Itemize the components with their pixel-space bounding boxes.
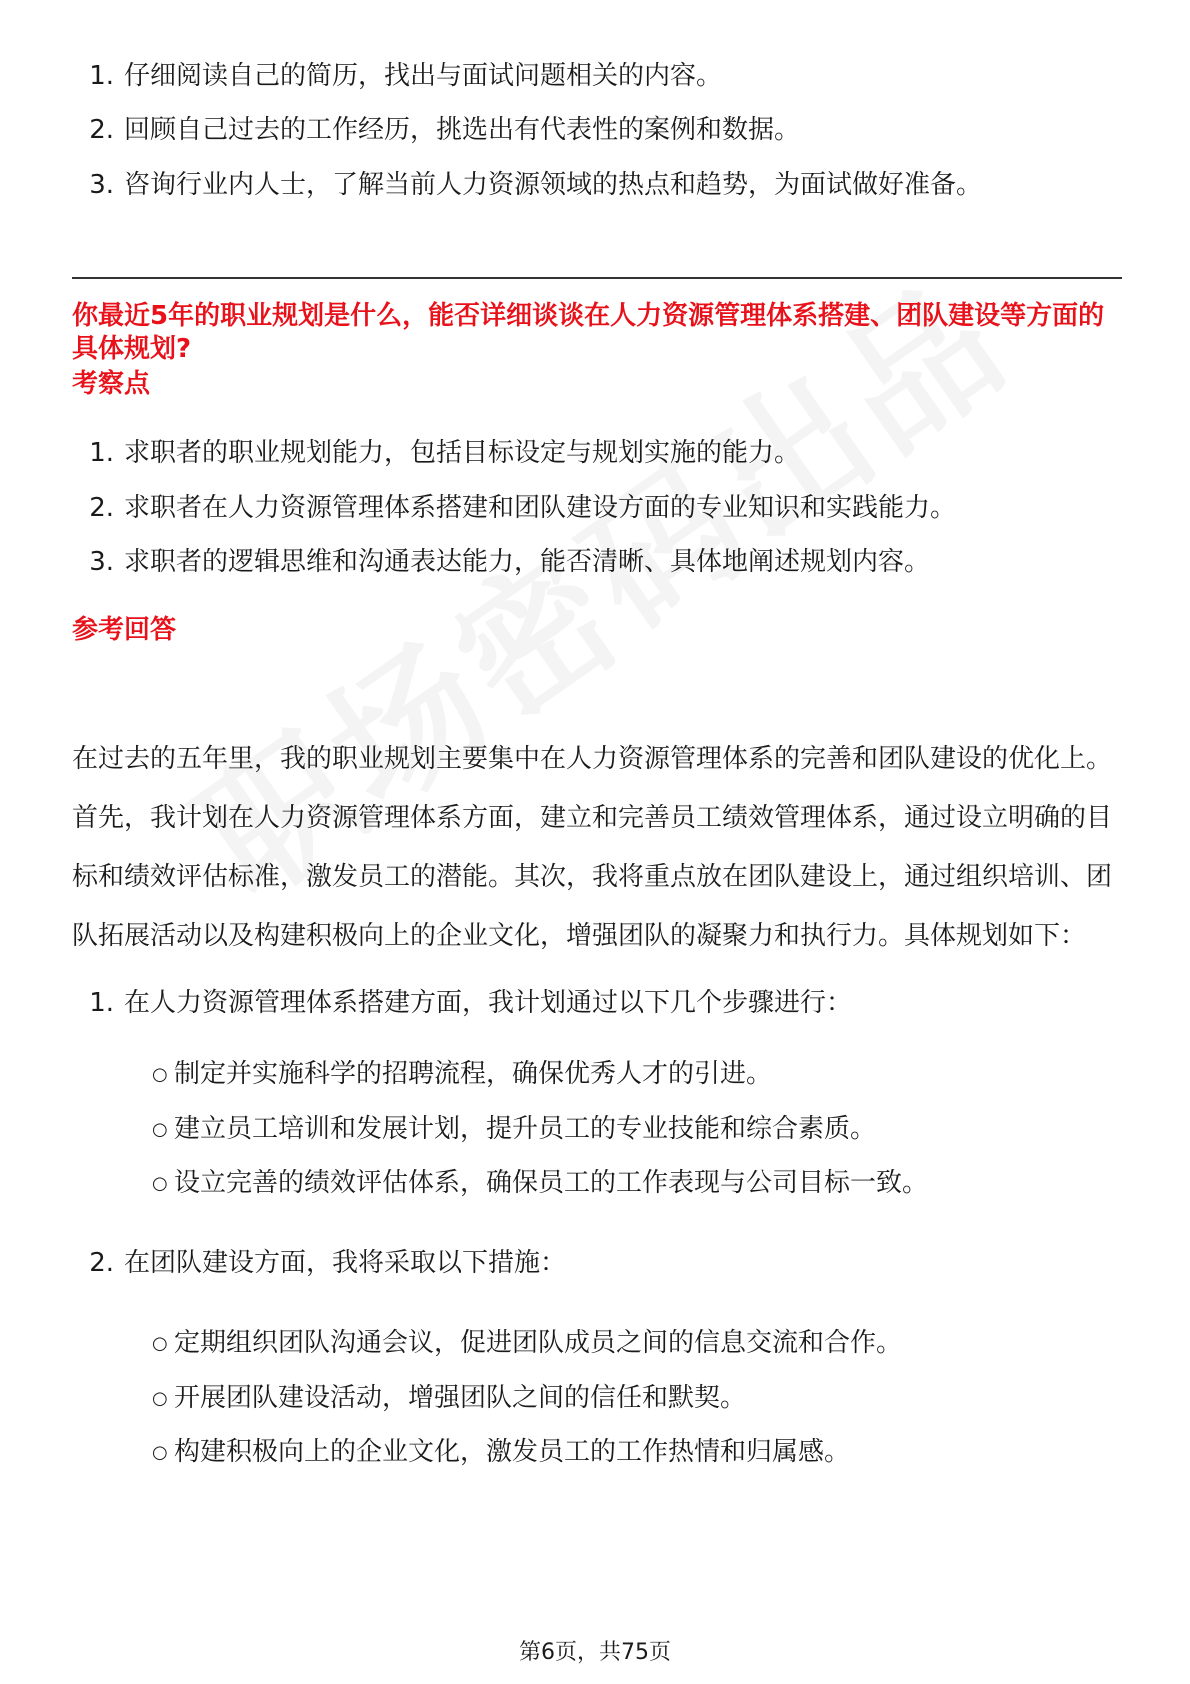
question-heading: 你最近5年的职业规划是什么，能否详细谈谈在人力资源管理体系搭建、团队建设等方面的具体规划? [72, 301, 1105, 364]
bullet-icon: ○ [152, 1442, 168, 1463]
bullet-icon: ○ [152, 1173, 168, 1194]
section-divider [72, 277, 1122, 279]
plan-item: 2. 在团队建设方面，我将采取以下措施： [89, 1248, 567, 1278]
sub-list-item: ○ 建立员工培训和发展计划，提升员工的专业技能和综合素质。 [152, 1111, 876, 1148]
sub-list-item: ○ 开展团队建设活动，增强团队之间的信任和默契。 [152, 1380, 746, 1417]
bullet-icon: ○ [152, 1388, 168, 1409]
bullet-icon: ○ [152, 1333, 168, 1354]
list-item: 1. 求职者的职业规划能力，包括目标设定与规划实施的能力。 [89, 438, 801, 468]
list-item: 3. 咨询行业内人士，了解当前人力资源领域的热点和趋势，为面试做好准备。 [89, 170, 983, 200]
list-item: 3. 求职者的逻辑思维和沟通表达能力，能否清晰、具体地阐述规划内容。 [89, 547, 931, 577]
kaocha-label: 考察点 [72, 369, 151, 399]
sub-list-item: ○ 定期组织团队沟通会议，促进团队成员之间的信息交流和合作。 [152, 1325, 902, 1362]
plan-item: 1. 在人力资源管理体系搭建方面，我计划通过以下几个步骤进行： [89, 988, 853, 1018]
list-item: 1. 仔细阅读自己的简历，找出与面试问题相关的内容。 [89, 61, 723, 91]
answer-label: 参考回答 [72, 615, 177, 645]
sub-list-item: ○ 构建积极向上的企业文化，激发员工的工作热情和归属感。 [152, 1434, 850, 1471]
bullet-icon: ○ [152, 1064, 168, 1085]
list-item: 2. 回顾自己过去的工作经历，挑选出有代表性的案例和数据。 [89, 115, 801, 145]
bullet-icon: ○ [152, 1119, 168, 1140]
sub-list-item: ○ 设立完善的绩效评估体系，确保员工的工作表现与公司目标一致。 [152, 1165, 928, 1202]
sub-list-item: ○ 制定并实施科学的招聘流程，确保优秀人才的引进。 [152, 1056, 772, 1093]
list-item: 2. 求职者在人力资源管理体系搭建和团队建设方面的专业知识和实践能力。 [89, 493, 957, 523]
page-number-footer: 第6页，共75页 [519, 1640, 671, 1665]
answer-paragraph: 在过去的五年里，我的职业规划主要集中在人力资源管理体系的完善和团队建设的优化上。首先，我计划在人力资源管理体系方面，建立和完善员工绩效管理体系，通过设立明确的目标和绩效评估标准，激发员工的潜能。其次，我将重点放在团队建设上，通过组织培训、团队拓展活动以及构建积极向上的企业文化，增强团队的凝聚力和执行力。具体规划如下： [72, 744, 1113, 951]
